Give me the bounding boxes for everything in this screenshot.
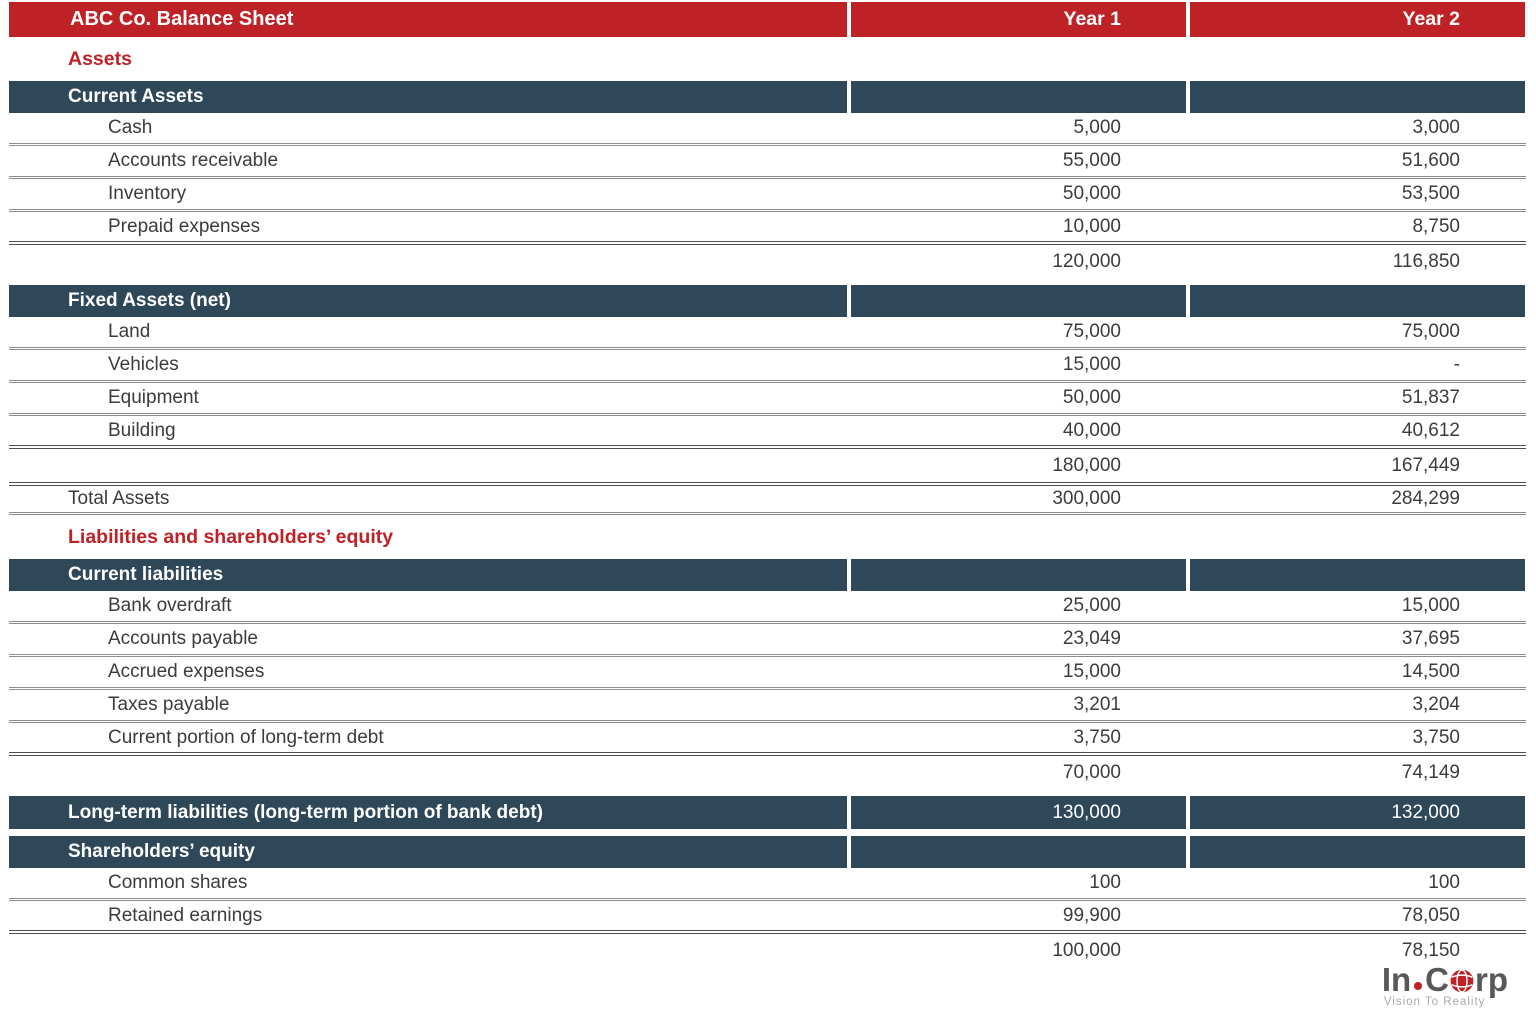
table-row [9,690,1526,723]
table-row [9,383,1526,416]
row-label [9,449,847,482]
section-bar-row [9,836,1526,868]
year1-value: 180,000 [1052,454,1121,476]
table-row [9,591,1526,624]
year1-value: 50,000 [1062,183,1121,204]
col-header-year2: Year 2 [1186,2,1525,37]
logo-text-rp: rp [1475,960,1508,998]
year1-value: 15,000 [1062,661,1121,682]
year1-value: 100 [1089,872,1121,893]
year1-value: 5,000 [1073,117,1121,138]
year1-value: 3,750 [1073,726,1121,748]
table-row [9,482,1526,515]
section-bar-row [9,796,1526,829]
sheet-title: ABC Co. Balance Sheet [9,2,847,37]
row-label: Cash [108,117,153,138]
logo-wordmark [1381,960,1508,998]
section-heading-row [9,515,1526,559]
year2-value: 78,050 [1401,904,1460,926]
table-row [9,934,1526,967]
table-row [9,350,1526,383]
row-label: Accounts receivable [108,150,279,171]
year2-value: 132,000 [1186,796,1525,829]
year1-value: 23,049 [1062,628,1121,649]
year2-value: 53,500 [1401,183,1460,204]
year1-value: 100,000 [1052,939,1121,961]
year2-value: 8,750 [1412,215,1460,237]
year1-value [847,81,1186,113]
year1-value: 75,000 [1062,321,1121,342]
section-heading: Assets [68,47,132,70]
year1-value: 120,000 [1052,250,1121,272]
table-row [9,657,1526,690]
year2-value: 116,850 [1392,250,1460,272]
table-row [9,449,1526,482]
table-row [9,624,1526,657]
year2-value [1186,559,1525,591]
year2-value: 74,149 [1401,761,1460,783]
table-row [9,416,1526,449]
incorp-logo [1381,960,1508,1008]
section-bar-row [9,285,1526,317]
year2-value: 14,500 [1401,661,1460,682]
year1-value: 40,000 [1062,419,1121,441]
row-label: Prepaid expenses [108,215,261,237]
year1-value: 130,000 [847,796,1186,829]
table-row [9,113,1526,146]
year1-value [847,559,1186,591]
year1-value: 10,000 [1062,215,1121,237]
row-label: Accrued expenses [108,661,265,682]
row-label: Inventory [108,183,187,204]
row-label: Fixed Assets (net) [9,285,847,317]
year1-value: 25,000 [1062,595,1121,616]
year1-value: 300,000 [1052,488,1121,509]
row-label: Bank overdraft [108,595,232,616]
year2-value: 3,000 [1412,117,1460,138]
globe-icon [1450,969,1474,993]
section-bar-row [9,559,1526,591]
table-row [9,212,1526,245]
year2-value [1186,81,1525,113]
year2-value: 37,695 [1401,628,1460,649]
table-row [9,317,1526,350]
row-label [9,756,847,789]
row-label [9,245,847,278]
year2-value: 75,000 [1401,321,1460,342]
table-body [9,37,1526,967]
year2-value: 3,204 [1412,694,1460,715]
year2-value: - [1453,354,1460,375]
year2-value: 40,612 [1401,419,1460,441]
row-label: Current liabilities [9,559,847,591]
table-row [9,723,1526,756]
row-label: Accounts payable [108,628,258,649]
row-label: Building [108,419,176,441]
year1-value [847,836,1186,868]
row-label: Taxes payable [108,694,230,715]
year2-value: 51,837 [1401,387,1460,408]
section-heading: Liabilities and shareholders’ equity [68,525,394,548]
year1-value: 3,201 [1073,694,1121,715]
year2-value: 100 [1428,872,1460,893]
year2-value [1186,836,1525,868]
section-bar-row [9,81,1526,113]
row-label: Shareholders’ equity [9,836,847,868]
row-label [9,934,847,967]
year2-value: 51,600 [1401,150,1460,171]
year1-value [847,285,1186,317]
logo-text-c: C [1425,960,1449,998]
table-header-row [9,2,1526,37]
logo-dot-icon [1414,982,1422,990]
balance-sheet-table [9,2,1526,967]
table-row [9,245,1526,278]
table-row [9,756,1526,789]
table-row [9,901,1526,934]
year1-value: 99,900 [1062,904,1121,926]
row-label: Current Assets [9,81,847,113]
row-label: Long-term liabilities (long-term portion of bank debt) [9,796,847,829]
row-label: Common shares [108,872,248,893]
table-row [9,146,1526,179]
row-label: Total Assets [68,488,170,509]
row-label: Vehicles [108,354,179,375]
year2-value: 15,000 [1401,595,1460,616]
year1-value: 55,000 [1062,150,1121,171]
section-heading-row [9,37,1526,81]
year1-value: 70,000 [1062,761,1121,783]
year2-value [1186,285,1525,317]
row-label: Equipment [108,387,199,408]
year2-value: 3,750 [1412,726,1460,748]
year2-value: 78,150 [1401,939,1460,961]
row-label: Current portion of long-term debt [108,726,384,748]
col-header-year1: Year 1 [847,2,1186,37]
year1-value: 50,000 [1062,387,1121,408]
table-row [9,179,1526,212]
logo-tagline: Vision To Reality [1383,996,1486,1008]
logo-text-in: In [1381,960,1412,998]
row-label: Retained earnings [108,904,263,926]
year1-value: 15,000 [1062,354,1121,375]
year2-value: 167,449 [1391,454,1460,476]
table-row [9,868,1526,901]
year2-value: 284,299 [1391,488,1460,509]
row-label: Land [108,321,151,342]
